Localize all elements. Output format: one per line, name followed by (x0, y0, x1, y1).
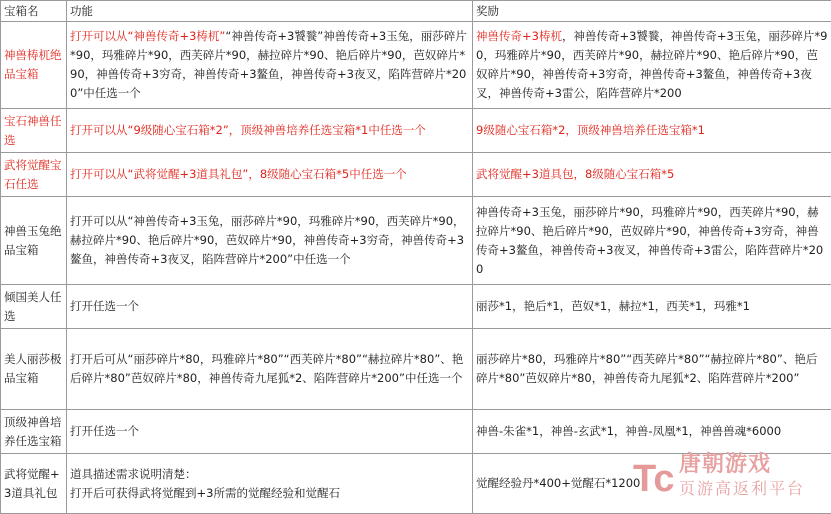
table-row (1, 153, 831, 197)
reward-text: ，神兽传奇+3饕餮，神兽传奇+3玉兔，丽莎碎片*90，玛雅碎片*90，西芙碎片*90，赫拉碎片*90、艳后碎片*90，芭奴碎片*90，神兽传奇+3穷奇，神兽传奇+3鳌鱼，神兽传奇+3夜叉，神兽传奇+3雷公，陷阵营碎片*200 (476, 29, 827, 100)
table-row (1, 410, 831, 454)
box-reward: 神兽传奇+3玉兔，丽莎碎片*90，玛雅碎片*90，西芙碎片*90，赫拉碎片*90、艳后碎片*90，芭奴碎片*90，神兽传奇+3穷奇，神兽传奇+3鳌鱼，神兽传奇+3夜叉，神兽传奇+3雷公，陷阵营碎片*200 (473, 197, 831, 285)
box-reward: 丽莎碎片*80，玛雅碎片*80”“西芙碎片*80”“赫拉碎片*80”、艳后碎片*80”芭奴碎片*80，神兽传奇九尾狐*2、陷阵营碎片*200” (473, 329, 831, 410)
box-function: 打开可以从“武将觉醒+3道具礼包”，8级随心宝石箱*5中任选一个 (67, 153, 473, 197)
box-name: 倾国美人任选 (1, 285, 67, 329)
watermark-title: 唐朝游戏 (679, 453, 771, 477)
box-function: 打开任选一个 (67, 285, 473, 329)
function-text: “神兽传奇+3饕餮”神兽传奇+3玉兔，丽莎碎片*90，玛雅碎片*90，西芙碎片*90，赫拉碎片*90、艳后碎片*90，芭奴碎片*90，神兽传奇+3穷奇，神兽传奇+3鳌鱼，神兽传奇+3夜叉，陷阵营碎片*200”中任选一个 (70, 29, 467, 100)
watermark-subtitle: 页游高返利平台 (679, 479, 805, 499)
box-name: 美人丽莎极品宝箱 (1, 329, 67, 410)
box-function: 打开后可从“丽莎碎片*80，玛雅碎片*80”“西芙碎片*80”“赫拉碎片*80”、艳后碎片*80”芭奴碎片*80，神兽传奇九尾狐*2、陷阵营碎片*200”中任选一个 (67, 329, 473, 410)
box-reward: 武将觉醒+3道具包，8级随心宝石箱*5 (473, 153, 831, 197)
table-row (1, 109, 831, 153)
box-name: 神兽梼杌绝品宝箱 (1, 22, 67, 109)
table-row (1, 285, 831, 329)
box-reward: 觉醒经验丹*400+觉醒石*1200 (473, 454, 831, 514)
box-function (67, 454, 473, 514)
function-line: 道具描述需求说明清楚： (70, 465, 469, 484)
box-reward (473, 22, 831, 109)
reward-highlight: 神兽传奇+3梼杌 (476, 29, 562, 43)
table-row (1, 329, 831, 410)
box-name: 顶级神兽培养任选宝箱 (1, 410, 67, 454)
header-reward: 奖励 (473, 1, 831, 22)
table-row (1, 22, 831, 109)
header-function: 功能 (67, 1, 473, 22)
function-highlight: 打开可以从“神兽传奇+3梼杌” (70, 29, 225, 43)
svg-text:Tc: Tc (633, 458, 675, 499)
box-function: 打开可以从“9级随心宝石箱*2”，顶级神兽培养任选宝箱*1中任选一个 (67, 109, 473, 153)
box-name: 宝石神兽任选 (1, 109, 67, 153)
box-reward: 神兽-朱雀*1，神兽-玄武*1，神兽-凤凰*1，神兽兽魂*6000 (473, 410, 831, 454)
box-name: 神兽玉兔绝品宝箱 (1, 197, 67, 285)
box-function: 打开任选一个 (67, 410, 473, 454)
box-reward: 9级随心宝石箱*2，顶级神兽培养任选宝箱*1 (473, 109, 831, 153)
watermark (633, 451, 823, 503)
box-reward: 丽莎*1，艳后*1，芭奴*1，赫拉*1，西芙*1，玛雅*1 (473, 285, 831, 329)
header-row (1, 1, 831, 22)
box-name: 武将觉醒宝石任选 (1, 153, 67, 197)
box-function (67, 22, 473, 109)
table-row (1, 197, 831, 285)
box-name: 武将觉醒+3道具礼包 (1, 454, 67, 514)
function-line: 打开后可获得武将觉醒到+3所需的觉醒经验和觉醒石 (70, 484, 469, 503)
box-function: 打开可以从“神兽传奇+3玉兔，丽莎碎片*90，玛雅碎片*90，西芙碎片*90，赫拉碎片*90、艳后碎片*90，芭奴碎片*90，神兽传奇+3穷奇，神兽传奇+3鳌鱼，神兽传奇+3夜叉，陷阵营碎片*200”中任选一个 (67, 197, 473, 285)
tangchao-logo-icon (633, 455, 677, 499)
header-name: 宝箱名 (1, 1, 67, 22)
